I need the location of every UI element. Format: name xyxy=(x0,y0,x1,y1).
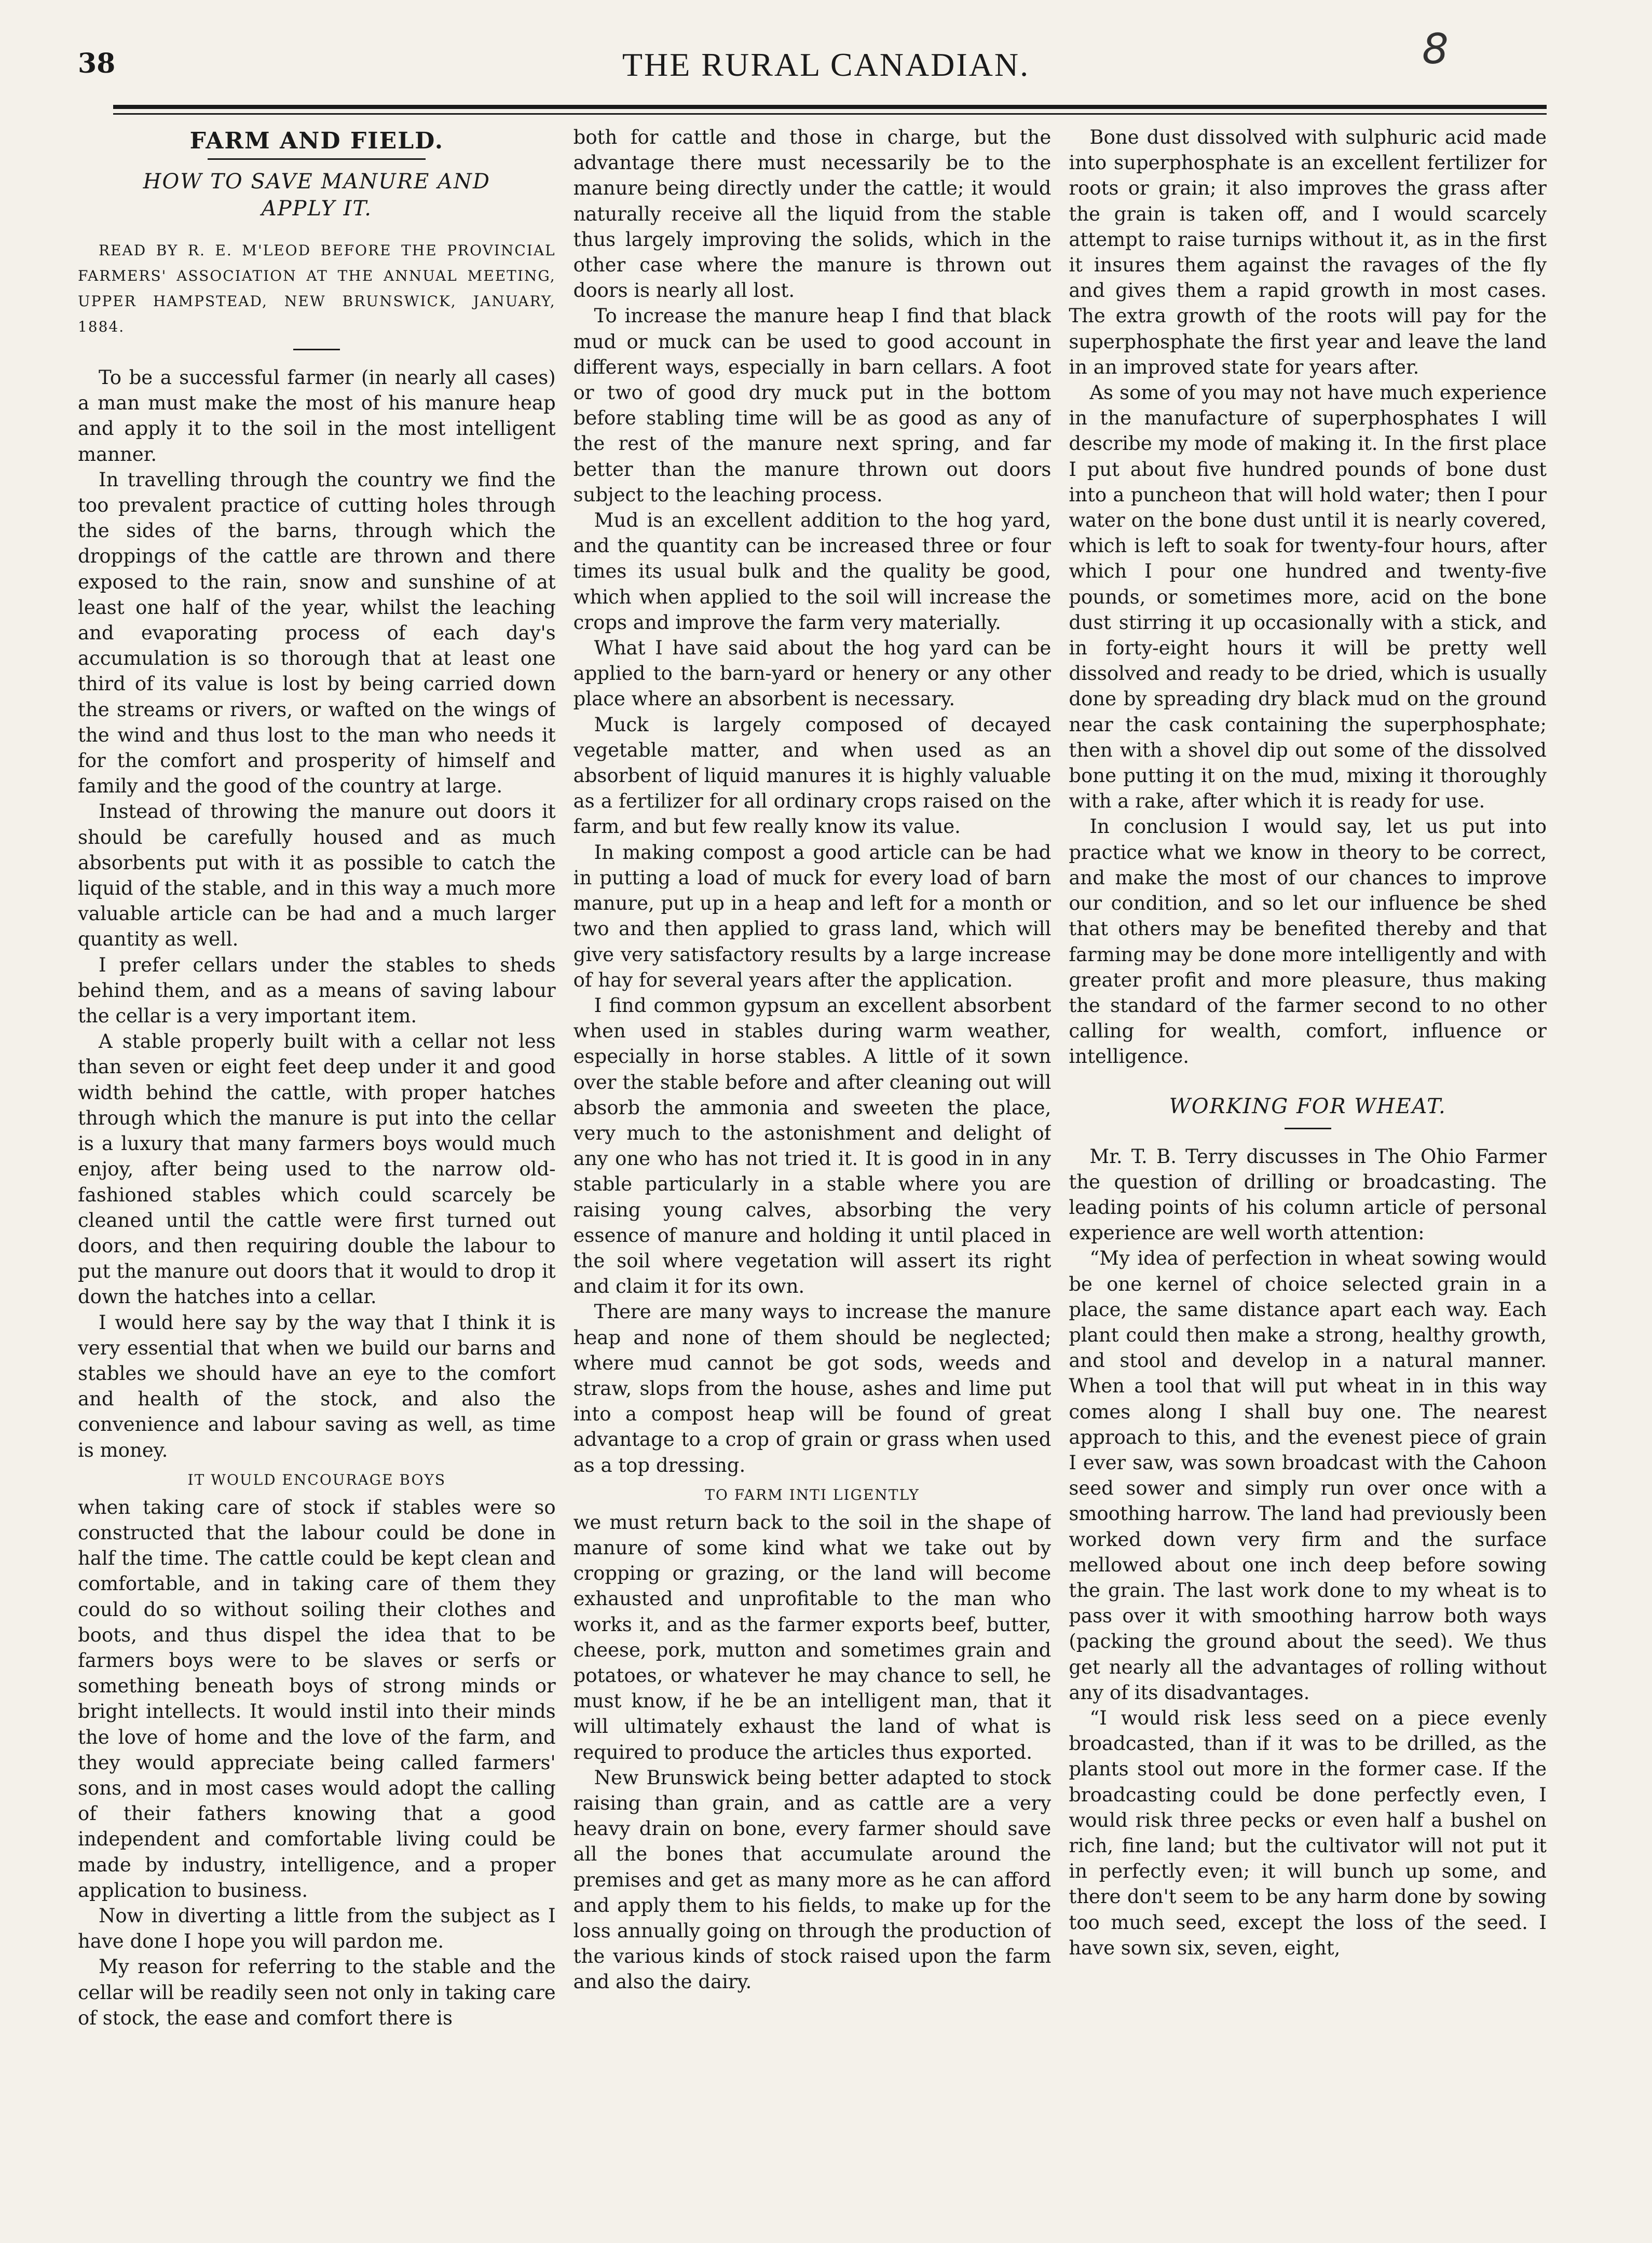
paragraph: New Brunswick being better adapted to stock raising than grain, and as cattle are a very heavy drain on bone, every farmer should save all the bones that accumulate around the premises and get as many more as he can afford and apply them to his fields, to make up for the loss annually going on through the production of the various kinds of stock raised upon the farm and also the dairy. xyxy=(573,1766,1052,1993)
byline: READ BY R. E. M'LEOD BEFORE THE PROVINCIAL FARMERS' ASSOCIATION AT THE ANNUAL MEETING, UPPER HAMPSTEAD, NEW BRUNSWICK, JANUARY, 1884. xyxy=(78,242,556,335)
subheading: TO FARM INTI LIGENTLY xyxy=(705,1486,920,1503)
paragraph: What I have said about the hog yard can be applied to the barn-yard or henery or any other place where an absorbent is necessary. xyxy=(573,637,1052,710)
paragraph: In making compost a good article can be had in putting a load of muck for every load of barn manure, put up in a heap and left for a month or two and then applied to grass land, which will give very satisfactory results by a large increase of hay for several years after the application. xyxy=(573,841,1052,991)
byline-rule xyxy=(293,349,340,350)
paragraph: Now in diverting a little from the subject as I have done I hope you will pardon me. xyxy=(78,1904,556,1953)
header-rule-thin xyxy=(113,113,1547,115)
paragraph: I prefer cellars under the stables to sheds behind them, and as a means of saving labour the cellar is a very important item. xyxy=(78,953,556,1028)
column-2 xyxy=(574,125,1052,2232)
article-title-line-1: HOW TO SAVE MANURE AND xyxy=(143,170,490,194)
paragraph: There are many ways to increase the manure heap and none of them should be neglected; where mud cannot be got sods, weeds and straw, slops from the house, ashes and lime put into a compost heap will be found of great advantage to a crop of grain or grass when used as a top dressing. xyxy=(573,1301,1052,1476)
paragraph: Mud is an excellent addition to the hog yard, and the quantity can be increased three or four times its usual bulk and the quality be good, which when applied to the soil will increase the crops and improve the farm very materially. xyxy=(573,509,1052,634)
column-3 xyxy=(1069,125,1547,2232)
paragraph: when taking care of stock if stables were so constructed that the labour could be done in half the time. The cattle could be kept clean and comfortable, and in taking care of them they could do so without soiling their clothes and boots, and thus dispel the idea that to be farmers boys were to be slaves or serfs or something beneath boys of strong minds or bright intellects. It would instil into their minds the love of home and the love of the farm, and they would appreciate being called farmers' sons, and in most cases would adopt the calling of their fathers knowing that a good independent and comfortable living could be made by industry, intelligence, and a proper application to business. xyxy=(78,1496,556,1902)
section-title: WORKING FOR WHEAT. xyxy=(1169,1094,1446,1118)
department-heading: FARM AND FIELD. xyxy=(189,128,444,154)
paragraph: My reason for referring to the stable and the cellar will be readily seen not only in taking care of stock, the ease and comfort there is xyxy=(78,1955,556,2029)
column-1 xyxy=(78,125,556,2232)
paragraph: I find common gypsum an excellent absorbent when used in stables during warm weather, especially in horse stables. A little of it sown over the stable before and after cleaning out will absorb the ammonia and sweeten the place, very much to the astonishment and delight of any one who has not tried it. It is good in in any stable particularly in a stable where you are raising young calves, absorbing the very essence of manure and holding it until placed in the soil where vegetation will assert its right and claim it for its own. xyxy=(573,994,1052,1298)
article-title-line-2: APPLY IT. xyxy=(261,197,372,221)
paragraph: As some of you may not have much experience in the manufacture of superphosphates I will describe my mode of making it. In the first place I put about five hundred pounds of bone dust into a puncheon that will hold water; then I pour water on the bone dust until it is nearly covered, which is left to soak for twenty-four hours, after which I pour one hundred and twenty-five pounds, or sometimes more, acid on the bone dust stirring it up occasionally with a stick, and in forty-eight hours it will be pretty well dissolved and ready to be dried, which is usually done by spreading dry black mud on the ground near the cask containing the superphosphate; then with a shovel dip out some of the dissolved bone putting it on the mud, mixing it thoroughly with a rake, after which it is ready for use. xyxy=(1069,381,1547,813)
paragraph: Instead of throwing the manure out doors it should be carefully housed and as much absorbents put with it as possible to catch the liquid of the stable, and in this way a much more valuable article can be had and a much larger quantity as well. xyxy=(78,800,556,951)
paragraph: To increase the manure heap I find that black mud or muck can be used to good account in different ways, especially in barn cellars. A foot or two of good dry muck put in the bottom before stabling time will be as good as any of the rest of the manure next spring, and far better than the manure thrown out doors subject to the leaching process. xyxy=(573,305,1052,506)
paragraph: In travelling through the country we find the too prevalent practice of cutting holes through the sides of the barns, through which the droppings of the cattle are thrown and there exposed to the rain, snow and sunshine of at least one half of the year, whilst the leaching and evaporating process of each day's accumulation is so thorough that at least one third of its value is lost by being carried down the streams or rivers, or wafted on the wings of the wind and thus lost to the man who needs it for the comfort and prosperity of himself and family and the good of the country at large. xyxy=(78,468,556,798)
paragraph: we must return back to the soil in the shape of manure of some kind what we take out by cropping or grazing, or the land will become exhausted and unprofitable to the man who works it, and as the farmer exports beef, butter, cheese, pork, mutton and sometimes grain and potatoes, or whatever he may chance to sell, he must know, if he be an intelligent man, that it will ultimately exhaust the land of what is required to produce the articles thus exported. xyxy=(573,1511,1052,1763)
paragraph: I would here say by the way that I think it is very essential that when we build our barns and stables we should have an eye to the comfort and health of the stock, and also the convenience and labour saving as well, as time is money. xyxy=(78,1311,556,1461)
paragraph: Muck is largely composed of decayed vegetable matter, and when used as an absorbent of liquid manures it is highly valuable as a fertilizer for all ordinary crops raised on the farm, and but few really know its value. xyxy=(573,713,1052,838)
heading-rule xyxy=(208,158,426,160)
subheading: IT WOULD ENCOURAGE BOYS xyxy=(187,1471,446,1488)
paragraph: In conclusion I would say, let us put into practice what we know in theory to be correct, and make the most of our chances to improve our condition, and so let our influence be shed that others may be benefited thereby and that farming may be done more intelligently and with greater profit and more pleasure, thus making the standard of the farmer second to no other calling for wealth, comfort, influence or intelligence. xyxy=(1069,815,1547,1068)
handwritten-annotation: 8 xyxy=(1422,25,1449,73)
paragraph: Mr. T. B. Terry discusses in The Ohio Farmer the question of drilling or broadcasting. The leading points of his column article of personal experience are well worth attention: xyxy=(1069,1145,1547,1244)
page-number: 38 xyxy=(78,48,116,79)
paragraph: “My idea of perfection in wheat sowing would be one kernel of choice selected grain in a place, the same distance apart each way. Each plant could then make a strong, healthy growth, and stool and develop in a natural manner. When a tool that will put wheat in in this way comes along I shall buy one. The nearest approach to this, and the evenest piece of grain I ever saw, was sown broadcast with the Cahoon seed sower and simply run over once with a smoothing harrow. The land had previously been worked down very firm and the surface mellowed about one inch deep before sowing the grain. The last work done to my wheat is to pass over it with smoothing harrow both ways (packing the ground about the seed). We thus get nearly all the advantages of rolling without any of its disadvantages. xyxy=(1069,1247,1547,1704)
paragraph: A stable properly built with a cellar not less than seven or eight feet deep under it and good width behind the cattle, with proper hatches through which the manure is put into the cellar is a luxury that many farmers boys would much enjoy, after being used to the narrow old-fashioned stables which could scarcely be cleaned until the cattle were first turned out doors, and then requiring double the labour to put the manure out doors that it would to drop it down the hatches into a cellar. xyxy=(78,1030,556,1308)
paragraph: To be a successful farmer (in nearly all cases) a man must make the most of his manure heap and apply it to the soil in the most intelligent manner. xyxy=(78,366,556,466)
article-title xyxy=(78,168,556,222)
paragraph: both for cattle and those in charge, but the advantage there must necessarily be to the manure being directly under the cattle; it would naturally receive all the liquid from the stable thus largely improving the solids, which in the other case where the manure is thrown out doors is nearly all lost. xyxy=(573,126,1052,302)
paragraph: Bone dust dissolved with sulphuric acid made into superphosphate is an excellent fertilizer for roots or grain; it also improves the grass after the grain is taken off, and I would scarcely attempt to raise turnips without it, as in the first it insures them against the ravages of the fly and gives them a rapid growth in most cases. The extra growth of the roots will pay for the superphosphate the first year and leave the land in an improved state for years after. xyxy=(1069,126,1547,378)
section-rule xyxy=(1285,1128,1331,1129)
masthead: THE RURAL CANADIAN. xyxy=(622,46,1030,83)
article-columns xyxy=(78,125,1547,2232)
paragraph: “I would risk less seed on a piece evenly broadcasted, than if it was to be drilled, as the plants stool out more in the former case. If the broadcasting could be done perfectly even, I would risk three pecks or even half a bushel on rich, fine land; but the cultivator will not put it in perfectly even; it will bunch up some, and there don't seem to be any harm done by sowing too much seed, except the loss of the seed. I have sown six, seven, eight, xyxy=(1069,1706,1547,1959)
header-rule-thick xyxy=(113,105,1547,109)
